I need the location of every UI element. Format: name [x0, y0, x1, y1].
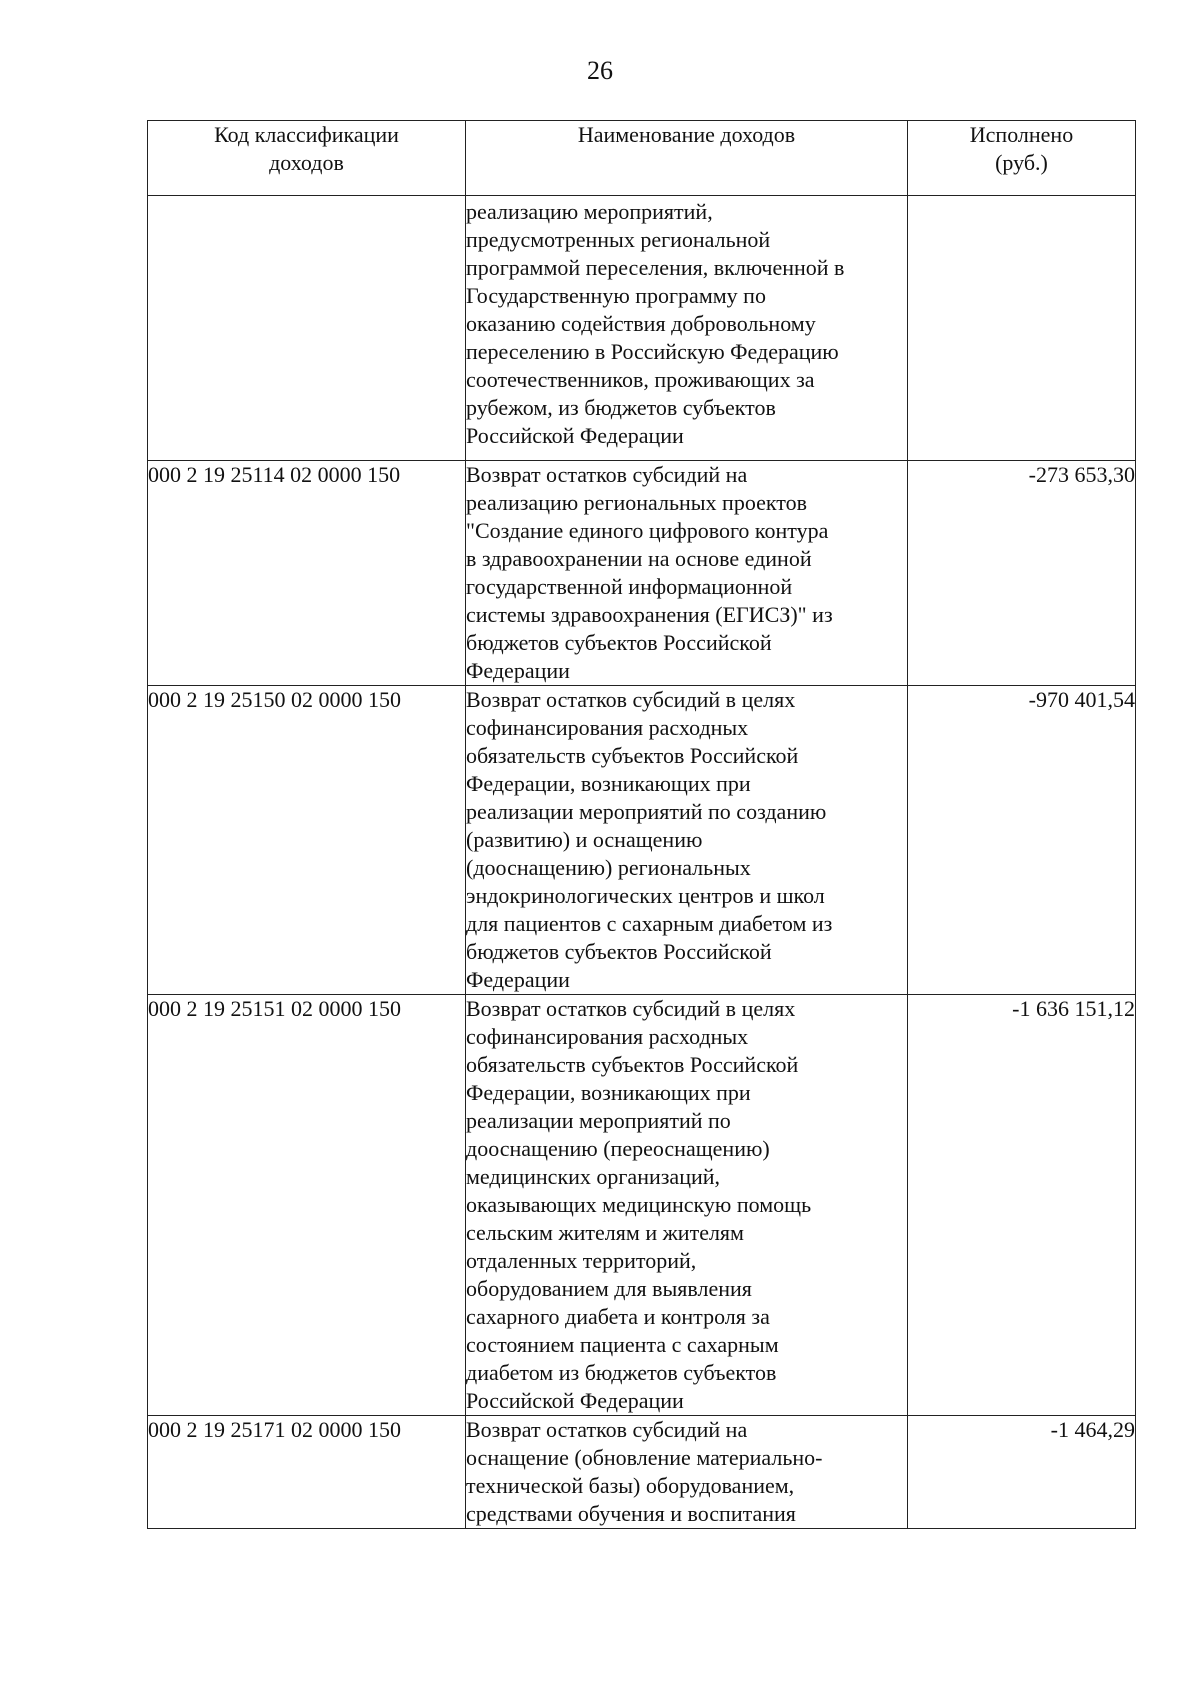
- revenue-name-line: в здравоохранении на основе единой: [466, 546, 812, 571]
- revenue-table: [147, 120, 1136, 1529]
- revenue-name-line: обязательств субъектов Российской: [466, 743, 799, 768]
- revenue-name-line: софинансирования расходных: [466, 1024, 749, 1049]
- header-code: [148, 121, 466, 196]
- header-amount: [908, 121, 1136, 196]
- revenue-name-line: реализацию мероприятий,: [466, 199, 713, 224]
- revenue-name-line: софинансирования расходных: [466, 715, 749, 740]
- revenue-name-cell: [466, 686, 908, 995]
- revenue-name-line: обязательств субъектов Российской: [466, 1052, 799, 1077]
- revenue-name-line: Федерации: [466, 658, 570, 683]
- revenue-name-line: Федерации, возникающих при: [466, 771, 751, 796]
- revenue-name-line: для пациентов с сахарным диабетом из: [466, 911, 833, 936]
- revenue-name-line: сельским жителям и жителям: [466, 1220, 744, 1245]
- table-row: [148, 1416, 1136, 1529]
- revenue-name-line: Возврат остатков субсидий на: [466, 462, 748, 487]
- revenue-name-line: государственной информационной: [466, 574, 793, 599]
- revenue-name-cell: [466, 995, 908, 1416]
- revenue-name-line: Федерации, возникающих при: [466, 1080, 751, 1105]
- revenue-name-line: Федерации: [466, 967, 570, 992]
- revenue-name-line: предусмотренных региональной: [466, 227, 771, 252]
- revenue-name-line: технической базы) оборудованием,: [466, 1473, 795, 1498]
- revenue-name-line: средствами обучения и воспитания: [466, 1501, 796, 1526]
- header-name-line: Наименование доходов: [577, 122, 796, 147]
- revenue-name-line: Возврат остатков субсидий в целях: [466, 687, 796, 712]
- table-row: [148, 995, 1136, 1416]
- revenue-name-line: оказывающих медицинскую помощь: [466, 1192, 812, 1217]
- classification-code-cell: 000 2 19 25151 02 0000 150: [148, 995, 466, 1416]
- revenue-name-line: (дооснащению) региональных: [466, 855, 751, 880]
- revenue-name-line: переселению в Российскую Федерацию: [466, 339, 839, 364]
- header-amount-line: (руб.): [995, 150, 1048, 175]
- revenue-name-line: оказанию содействия добровольному: [466, 311, 816, 336]
- revenue-name-line: Возврат остатков субсидий на: [466, 1417, 748, 1442]
- executed-amount-cell: -1 636 151,12: [908, 995, 1136, 1416]
- classification-code-cell: 000 2 19 25150 02 0000 150: [148, 686, 466, 995]
- executed-amount-cell: [908, 196, 1136, 461]
- header-code-line: Код классификации: [214, 122, 399, 147]
- table-header-row: [148, 121, 1136, 196]
- executed-amount-cell: -273 653,30: [908, 461, 1136, 686]
- header-code-line: доходов: [269, 150, 344, 175]
- revenue-name-line: Российской Федерации: [466, 423, 684, 448]
- revenue-name-line: сахарного диабета и контроля за: [466, 1304, 770, 1329]
- table-row: [148, 686, 1136, 995]
- revenue-name-line: "Создание единого цифрового контура: [466, 518, 829, 543]
- revenue-name-line: соотечественников, проживающих за: [466, 367, 815, 392]
- revenue-name-line: реализацию региональных проектов: [466, 490, 807, 515]
- revenue-name-cell: [466, 1416, 908, 1529]
- revenue-name-line: состоянием пациента с сахарным: [466, 1332, 779, 1357]
- revenue-name-line: оснащение (обновление материально-: [466, 1445, 823, 1470]
- revenue-name-line: дооснащению (переоснащению): [466, 1136, 770, 1161]
- page-number: 26: [587, 56, 613, 85]
- table-row: [148, 461, 1136, 686]
- revenue-name-line: оборудованием для выявления: [466, 1276, 752, 1301]
- revenue-name-line: Государственную программу по: [466, 283, 766, 308]
- classification-code-cell: 000 2 19 25114 02 0000 150: [148, 461, 466, 686]
- revenue-name-line: медицинских организаций,: [466, 1164, 721, 1189]
- revenue-name-line: Возврат остатков субсидий в целях: [466, 996, 796, 1021]
- revenue-name-line: (развитию) и оснащению: [466, 827, 703, 852]
- revenue-name-cell: [466, 461, 908, 686]
- revenue-name-line: эндокринологических центров и школ: [466, 883, 825, 908]
- revenue-name-line: реализации мероприятий по: [466, 1108, 731, 1133]
- revenue-name-line: бюджетов субъектов Российской: [466, 939, 772, 964]
- revenue-name-cell: [466, 196, 908, 461]
- revenue-name-line: Российской Федерации: [466, 1388, 684, 1413]
- revenue-name-line: реализации мероприятий по созданию: [466, 799, 827, 824]
- revenue-name-line: программой переселения, включенной в: [466, 255, 845, 280]
- revenue-name-line: системы здравоохранения (ЕГИСЗ)" из: [466, 602, 833, 627]
- table-row: [148, 196, 1136, 461]
- executed-amount-cell: -1 464,29: [908, 1416, 1136, 1529]
- revenue-name-line: отдаленных территорий,: [466, 1248, 697, 1273]
- classification-code-cell: 000 2 19 25171 02 0000 150: [148, 1416, 466, 1529]
- header-name: [466, 121, 908, 196]
- header-amount-line: Исполнено: [969, 122, 1074, 147]
- revenue-name-line: рубежом, из бюджетов субъектов: [466, 395, 776, 420]
- classification-code-cell: [148, 196, 466, 461]
- executed-amount-cell: -970 401,54: [908, 686, 1136, 995]
- revenue-name-line: бюджетов субъектов Российской: [466, 630, 772, 655]
- revenue-name-line: диабетом из бюджетов субъектов: [466, 1360, 777, 1385]
